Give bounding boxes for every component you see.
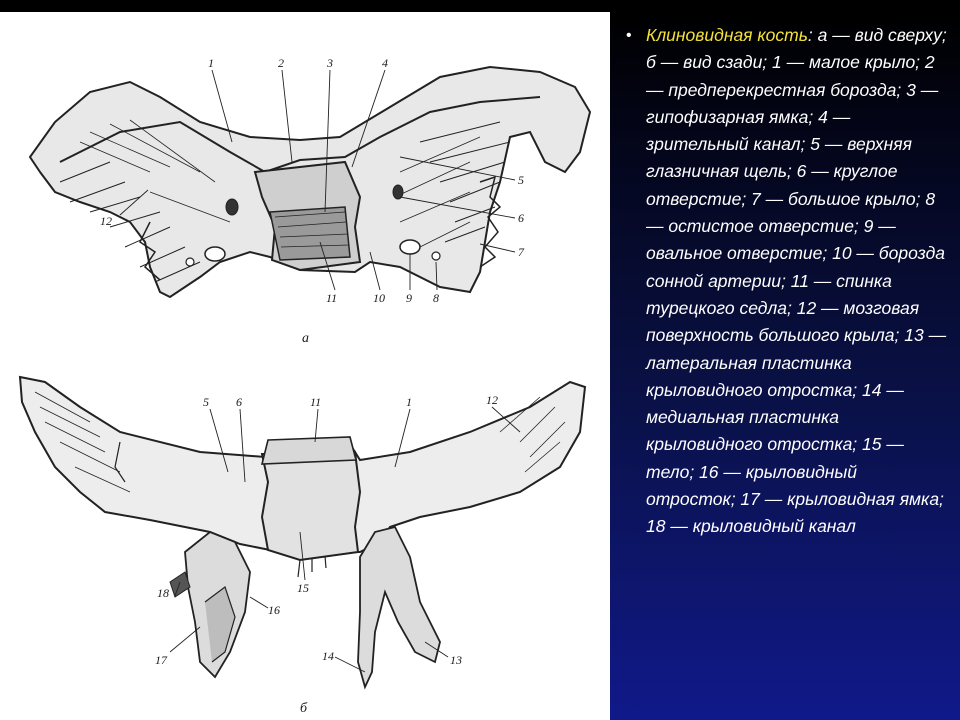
bullet-item xyxy=(626,22,948,541)
label-b-11: 11 xyxy=(310,395,322,409)
label-a-6: 6 xyxy=(518,211,524,225)
label-b-14: 14 xyxy=(322,649,334,663)
label-a-9: 9 xyxy=(406,291,412,305)
label-a-12: 12 xyxy=(100,214,112,228)
label-b-1: 1 xyxy=(406,395,412,409)
bullet-dot-icon: • xyxy=(626,27,632,44)
label-a-8: 8 xyxy=(433,291,439,305)
label-a-1: 1 xyxy=(208,56,214,70)
description-panel xyxy=(610,12,960,720)
view-a-drawing xyxy=(30,67,590,297)
top-bar xyxy=(0,0,960,12)
label-b-18: 18 xyxy=(157,586,169,600)
label-a-3: 3 xyxy=(327,56,333,70)
illustration-svg xyxy=(0,12,610,720)
description-body: : а — вид сверху; б — вид сзади; 1 — малое крыло; 2 — предперекрестная борозда; 3 — гипофизарная ямка; 4 — зрительный канал; 5 — верхняя глазничная щель; 6 — круглое отверстие; 7 — большое крыло; 8 — остистое отверстие; 9 — овальное отверстие; 10 — борозда сонной артерии; 11 — спинка турецкого седла; 12 — мозговая поверхность большого крыла; 13 — латеральная пластинка крыловидного отростка; 14 — медиальная пластинка крыловидного отростка; 15 — тело; 16 — крыловидный отросток; 17 — крыловидная ямка; 18 — крыловидный канал xyxy=(646,25,947,537)
description-term: Клиновидная кость xyxy=(646,25,808,45)
label-a-4: 4 xyxy=(382,56,388,70)
label-b-16: 16 xyxy=(268,603,280,617)
view-a-letter: а xyxy=(302,331,309,346)
label-b-15: 15 xyxy=(297,581,309,595)
label-a-5: 5 xyxy=(518,173,524,187)
label-a-10: 10 xyxy=(373,291,385,305)
label-a-2: 2 xyxy=(278,56,284,70)
sphenoid-bone-illustration xyxy=(0,12,610,720)
view-b-drawing xyxy=(20,377,585,687)
label-b-13: 13 xyxy=(450,653,462,667)
label-b-12: 12 xyxy=(486,393,498,407)
label-b-5: 5 xyxy=(203,395,209,409)
label-b-17: 17 xyxy=(155,653,167,667)
description-text xyxy=(646,22,948,541)
label-a-11: 11 xyxy=(326,291,338,305)
view-b-letter: б xyxy=(300,701,308,716)
label-a-7: 7 xyxy=(518,245,524,259)
label-b-6: 6 xyxy=(236,395,242,409)
